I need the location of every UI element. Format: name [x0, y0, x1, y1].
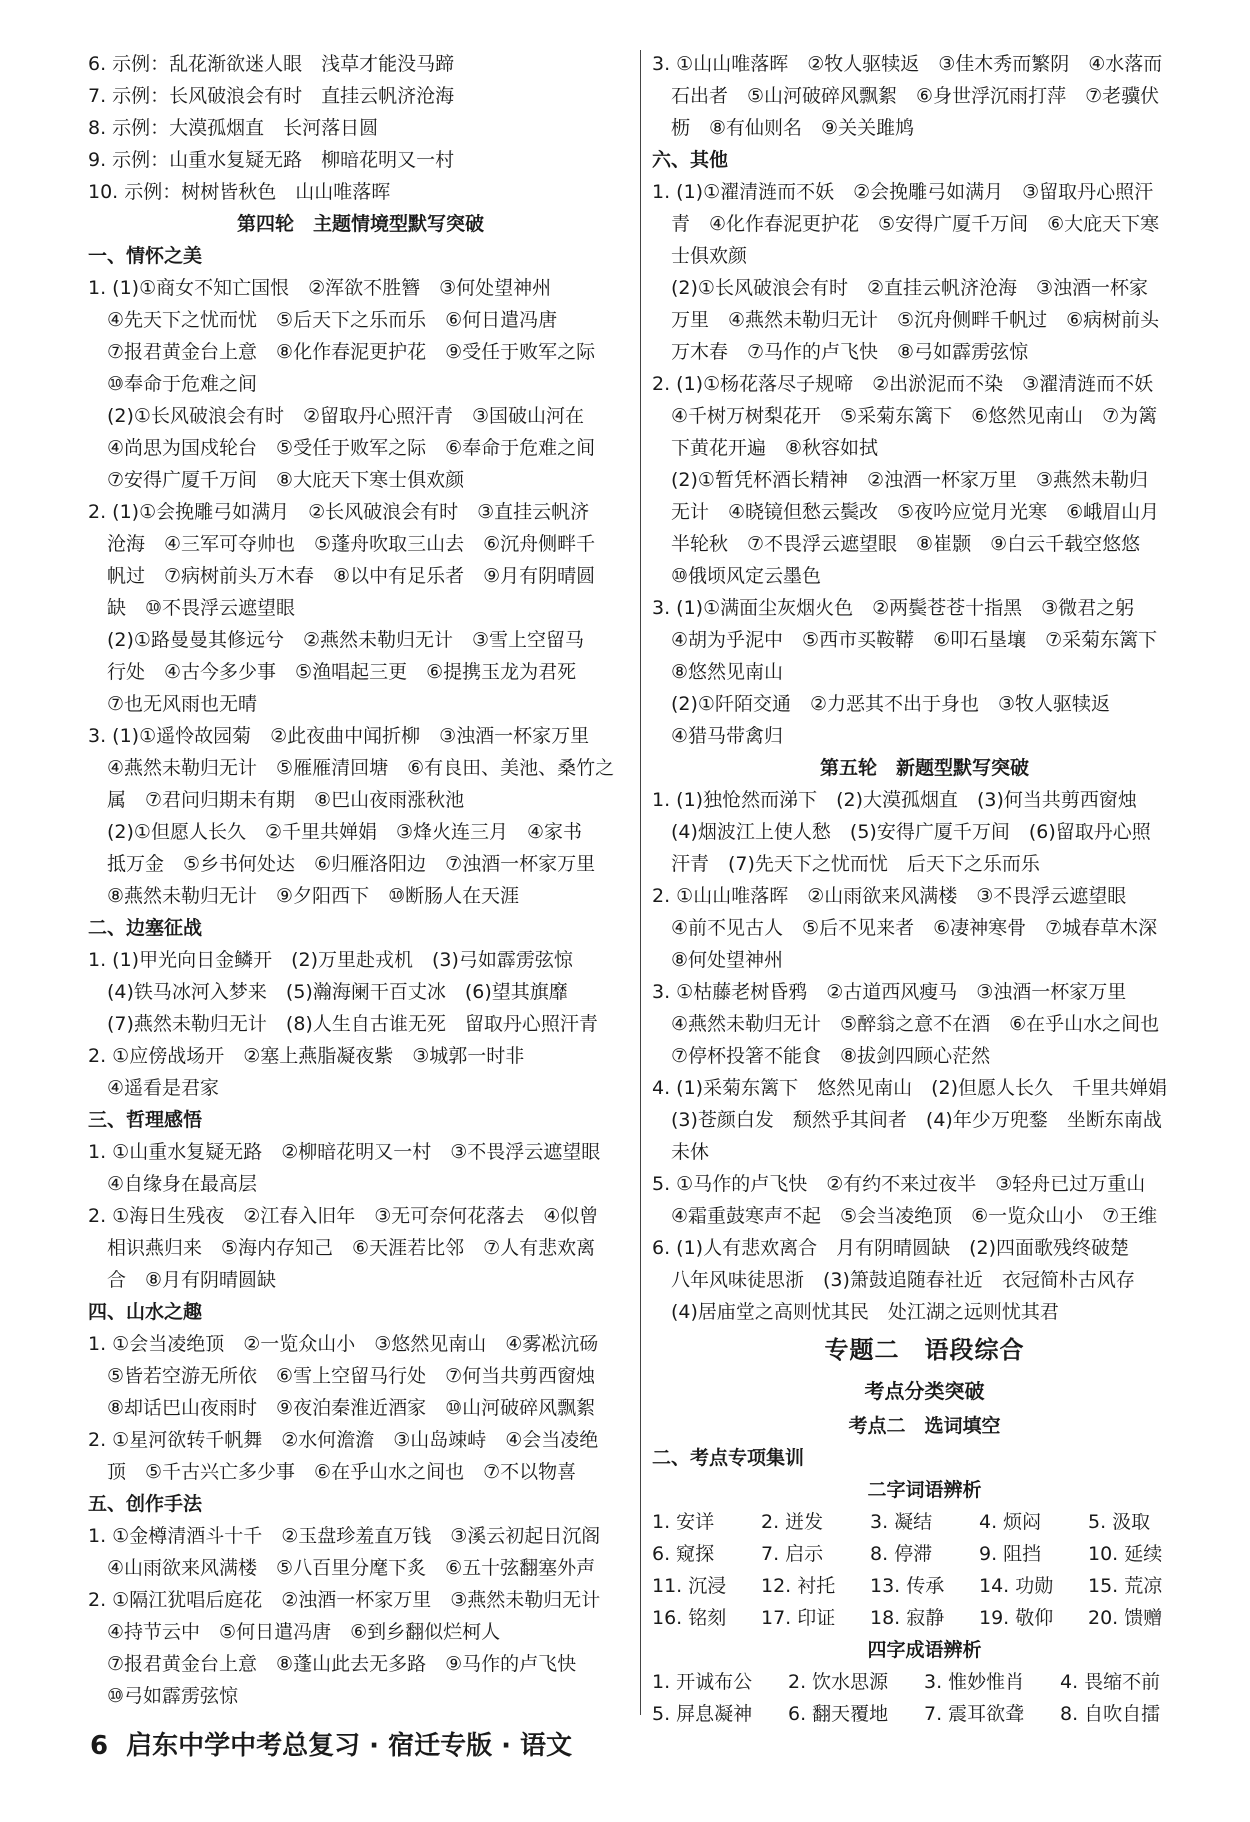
- answer-cell: 5. 汲取: [1088, 1511, 1151, 1533]
- answer-line: (4)居庙堂之高则忧其民 处江湖之远则忧其君: [652, 1301, 1059, 1323]
- topic-title: 专题二 语段综合: [824, 1336, 1025, 1364]
- answer-cell: 4. 烦闷: [979, 1511, 1042, 1533]
- answer-line: 6. 示例：乱花渐欲迷人眼 浅草才能没马蹄: [88, 53, 455, 75]
- round-title: 第四轮 主题情境型默写突破: [236, 213, 484, 235]
- answer-line: (2)①路曼曼其修远兮 ②燕然未勒归无计 ③雪上空留马: [88, 629, 585, 651]
- answer-cell: 20. 馈赠: [1088, 1607, 1163, 1629]
- answer-line: 行处 ④古今多少事 ⑤渔唱起三更 ⑥提携玉龙为君死: [88, 661, 577, 683]
- answer-line: 10. 示例：树树皆秋色 山山唯落晖: [88, 181, 391, 203]
- left-column: [88, 48, 633, 1712]
- answer-line: (2)①阡陌交通 ②力恶其不出于身也 ③牧人驱犊返: [652, 693, 1111, 715]
- answer-line: 相识燕归来 ⑤海内存知己 ⑥天涯若比邻 ⑦人有悲欢离: [88, 1237, 596, 1259]
- answer-row: [652, 1506, 1197, 1538]
- section-heading: 六、其他: [652, 149, 729, 171]
- answer-line: (2)①但愿人长久 ②千里共婵娟 ③烽火连三月 ④家书: [88, 821, 583, 843]
- answer-line: 9. 示例：山重水复疑无路 柳暗花明又一村: [88, 149, 455, 171]
- answer-cell: 3. 惟妙惟肖: [924, 1671, 1025, 1693]
- answer-line: 半轮秋 ⑦不畏浮云遮望眼 ⑧崔颢 ⑨白云千载空悠悠: [652, 533, 1141, 555]
- answer-line: 1. (1)甲光向日金鳞开 (2)万里赴戎机 (3)弓如霹雳弦惊: [88, 949, 573, 971]
- answer-cell: 6. 窥探: [652, 1543, 715, 1565]
- answer-line: ⑦报君黄金台上意 ⑧蓬山此去无多路 ⑨马作的卢飞快: [88, 1653, 577, 1675]
- answer-line: 2. (1)①会挽雕弓如满月 ②长风破浪会有时 ③直挂云帆济: [88, 501, 590, 523]
- answer-cell: 2. 迸发: [761, 1511, 824, 1533]
- answer-line: 万木春 ⑦马作的卢飞快 ⑧弓如霹雳弦惊: [652, 341, 1029, 363]
- kaodian-title: 考点二 选词填空: [848, 1415, 1001, 1437]
- answer-line: (4)烟波江上使人愁 (5)安得广厦千万间 (6)留取丹心照: [652, 821, 1151, 843]
- right-column: [652, 48, 1197, 1730]
- answer-row: [652, 1698, 1197, 1730]
- sizi-grid: [652, 1666, 1197, 1730]
- answer-row: [652, 1602, 1197, 1634]
- answer-line: ④先天下之忧而忧 ⑤后天下之乐而乐 ⑥何日遣冯唐: [88, 309, 558, 331]
- section-heading: 一、情怀之美: [88, 245, 203, 267]
- answer-line: 3. (1)①满面尘灰烟火色 ②两鬓苍苍十指黑 ③微君之躬: [652, 597, 1135, 619]
- answer-line: (2)①长风破浪会有时 ②直挂云帆济沧海 ③浊酒一杯家: [652, 277, 1149, 299]
- answer-cell: 8. 自吹自擂: [1060, 1703, 1161, 1725]
- answer-line: ④持节云中 ⑤何日遣冯唐 ⑥到乡翻似烂柯人: [88, 1621, 501, 1643]
- answer-cell: 17. 印证: [761, 1607, 836, 1629]
- answer-cell: 5. 屏息凝神: [652, 1703, 753, 1725]
- erzi-title: 二字词语辨析: [867, 1479, 982, 1501]
- answer-line: 2. ①隔江犹唱后庭花 ②浊酒一杯家万里 ③燕然未勒归无计: [88, 1589, 601, 1611]
- answer-line: 2. ①海日生残夜 ②江春入旧年 ③无可奈何花落去 ④似曾: [88, 1205, 599, 1227]
- subtopic-title: 考点分类突破: [864, 1379, 985, 1403]
- answer-line: ⑩奉命于危难之间: [88, 373, 258, 395]
- answer-line: 顶 ⑤千古兴亡多少事 ⑥在乎山水之间也 ⑦不以物喜: [88, 1461, 577, 1483]
- answer-line: 汗青 (7)先天下之忧而忧 后天下之乐而乐: [652, 853, 1040, 875]
- answer-line: ⑦安得广厦千万间 ⑧大庇天下寒士俱欢颜: [88, 469, 465, 491]
- answer-line: (7)燕然未勒归无计 (8)人生自古谁无死 留取丹心照汗青: [88, 1013, 598, 1035]
- answer-line: ④尚思为国戍轮台 ⑤受任于败军之际 ⑥奉命于危难之间: [88, 437, 596, 459]
- answer-line: 2. ①山山唯落晖 ②山雨欲来风满楼 ③不畏浮云遮望眼: [652, 885, 1127, 907]
- sizi-title: 四字成语辨析: [867, 1639, 982, 1661]
- answer-line: 青 ④化作春泥更护花 ⑤安得广厦千万间 ⑥大庇天下寒: [652, 213, 1160, 235]
- answer-line: 石出者 ⑤山河破碎风飘絮 ⑥身世浮沉雨打萍 ⑦老骥伏: [652, 85, 1160, 107]
- answer-line: ④自缘身在最高层: [88, 1173, 258, 1195]
- answer-line: 3. (1)①遥怜故园菊 ②此夜曲中闻折柳 ③浊酒一杯家万里: [88, 725, 590, 747]
- answer-cell: 8. 停滞: [870, 1543, 933, 1565]
- answer-line: ⑧却话巴山夜雨时 ⑨夜泊秦淮近酒家 ⑩山河破碎风飘絮: [88, 1397, 596, 1419]
- answer-cell: 16. 铭刻: [652, 1607, 727, 1629]
- answer-cell: 11. 沉浸: [652, 1575, 727, 1597]
- answer-cell: 14. 功勋: [979, 1575, 1054, 1597]
- round-title: 第五轮 新题型默写突破: [819, 757, 1029, 779]
- answer-line: (3)苍颜白发 颓然乎其间者 (4)年少万兜鍪 坐断东南战: [652, 1109, 1162, 1131]
- answer-line: 帆过 ⑦病树前头万木春 ⑧以中有足乐者 ⑨月有阴晴圆: [88, 565, 596, 587]
- answer-line: 1. (1)独怆然而涕下 (2)大漠孤烟直 (3)何当共剪西窗烛: [652, 789, 1137, 811]
- answer-line: ④胡为乎泥中 ⑤西市买鞍鞯 ⑥叩石垦壤 ⑦采菊东篱下: [652, 629, 1158, 651]
- answer-line: ④千树万树梨花开 ⑤采菊东篱下 ⑥悠然见南山 ⑦为篱: [652, 405, 1158, 427]
- answer-cell: 7. 启示: [761, 1543, 824, 1565]
- answer-line: ⑦也无风雨也无晴: [88, 693, 258, 715]
- answer-line: ④霜重鼓寒声不起 ⑤会当凌绝顶 ⑥一览众山小 ⑦王维: [652, 1205, 1158, 1227]
- answer-line: (2)①长风破浪会有时 ②留取丹心照汗青 ③国破山河在: [88, 405, 585, 427]
- book-title: 启东中学中考总复习 · 宿迁专版 · 语文: [126, 1731, 573, 1761]
- right-column-lines: [652, 48, 1197, 1328]
- answer-line: ④燕然未勒归无计 ⑤醉翁之意不在酒 ⑥在乎山水之间也: [652, 1013, 1160, 1035]
- answer-line: 合 ⑧月有阴晴圆缺: [88, 1269, 277, 1291]
- answer-line: 1. (1)①濯清涟而不妖 ②会挽雕弓如满月 ③留取丹心照汗: [652, 181, 1154, 203]
- answer-line: 沧海 ④三军可夺帅也 ⑤蓬舟吹取三山去 ⑥沉舟侧畔千: [88, 533, 596, 555]
- answer-line: 无计 ④晓镜但愁云鬓改 ⑤夜吟应觉月光寒 ⑥峨眉山月: [652, 501, 1160, 523]
- answer-line: ⑧何处望神州: [652, 949, 784, 971]
- answer-line: ⑦报君黄金台上意 ⑧化作春泥更护花 ⑨受任于败军之际: [88, 341, 596, 363]
- answer-cell: 9. 阻挡: [979, 1543, 1042, 1565]
- answer-line: ⑧燕然未勒归无计 ⑨夕阳西下 ⑩断肠人在天涯: [88, 885, 520, 907]
- answer-line: ⑧悠然见南山: [652, 661, 784, 683]
- answer-cell: 1. 开诚布公: [652, 1671, 753, 1693]
- answer-line: 缺 ⑩不畏浮云遮望眼: [88, 597, 296, 619]
- page-number: 6: [90, 1731, 109, 1761]
- answer-line: ⑩弓如霹雳弦惊: [88, 1685, 239, 1707]
- answer-line: 1. ①山重水复疑无路 ②柳暗花明又一村 ③不畏浮云遮望眼: [88, 1141, 601, 1163]
- section-heading: 四、山水之趣: [88, 1301, 203, 1323]
- answer-cell: 6. 翻天覆地: [788, 1703, 889, 1725]
- answer-cell: 1. 安详: [652, 1511, 715, 1533]
- answer-line: 6. (1)人有悲欢离合 月有阴晴圆缺 (2)四面歌残终破楚: [652, 1237, 1129, 1259]
- answer-cell: 2. 饮水思源: [788, 1671, 889, 1693]
- page-footer: [90, 1728, 572, 1764]
- answer-line: ⑦停杯投箸不能食 ⑧拔剑四顾心茫然: [652, 1045, 991, 1067]
- answer-cell: 12. 衬托: [761, 1575, 836, 1597]
- answer-line: ④山雨欲来风满楼 ⑤八百里分麾下炙 ⑥五十弦翻塞外声: [88, 1557, 596, 1579]
- answer-cell: 7. 震耳欲聋: [924, 1703, 1025, 1725]
- answer-line: ⑩俄顷风定云墨色: [652, 565, 822, 587]
- answer-row: [652, 1570, 1197, 1602]
- answer-cell: 18. 寂静: [870, 1607, 945, 1629]
- answer-line: 万里 ④燕然未勒归无计 ⑤沉舟侧畔千帆过 ⑥病树前头: [652, 309, 1160, 331]
- answer-row: [652, 1538, 1197, 1570]
- section-heading: 五、创作手法: [88, 1493, 203, 1515]
- answer-line: ④燕然未勒归无计 ⑤雁雁清回塘 ⑥有良田、美池、桑竹之: [88, 757, 615, 779]
- answer-line: 3. ①山山唯落晖 ②牧人驱犊返 ③佳木秀而繁阴 ④水落而: [652, 53, 1163, 75]
- jixun-heading: 二、考点专项集训: [652, 1447, 805, 1469]
- answer-line: 1. ①金樽清酒斗十千 ②玉盘珍羞直万钱 ③溪云初起日沉阁: [88, 1525, 601, 1547]
- column-divider: [640, 50, 641, 1715]
- answer-cell: 10. 延续: [1088, 1543, 1163, 1565]
- answer-line: 1. (1)①商女不知亡国恨 ②浑欲不胜簪 ③何处望神州: [88, 277, 552, 299]
- answer-line: 属 ⑦君问归期未有期 ⑧巴山夜雨涨秋池: [88, 789, 465, 811]
- answer-cell: 3. 凝结: [870, 1511, 933, 1533]
- answer-line: (2)①暂凭杯酒长精神 ②浊酒一杯家万里 ③燕然未勒归: [652, 469, 1149, 491]
- answer-line: 3. ①枯藤老树昏鸦 ②古道西风瘦马 ③浊酒一杯家万里: [652, 981, 1127, 1003]
- section-heading: 三、哲理感悟: [88, 1109, 203, 1131]
- section-heading: 二、边塞征战: [88, 917, 203, 939]
- answer-line: 未休: [652, 1141, 710, 1163]
- answer-line: 枥 ⑧有仙则名 ⑨关关雎鸠: [652, 117, 915, 139]
- answer-line: ④前不见古人 ⑤后不见来者 ⑥凄神寒骨 ⑦城春草木深: [652, 917, 1158, 939]
- answer-cell: 15. 荒凉: [1088, 1575, 1163, 1597]
- answer-line: ④猎马带禽归: [652, 725, 784, 747]
- answer-line: ④遥看是君家: [88, 1077, 220, 1099]
- answer-cell: 19. 敬仰: [979, 1607, 1054, 1629]
- erzi-grid: [652, 1506, 1197, 1634]
- answer-line: 7. 示例：长风破浪会有时 直挂云帆济沧海: [88, 85, 455, 107]
- answer-line: 抵万金 ⑤乡书何处达 ⑥归雁洛阳边 ⑦浊酒一杯家万里: [88, 853, 596, 875]
- answer-cell: 4. 畏缩不前: [1060, 1671, 1161, 1693]
- answer-line: 2. ①星河欲转千帆舞 ②水何澹澹 ③山岛竦峙 ④会当凌绝: [88, 1429, 599, 1451]
- answer-cell: 13. 传承: [870, 1575, 945, 1597]
- answer-line: 八年风味徒思浙 (3)箫鼓追随春社近 衣冠简朴古风存: [652, 1269, 1135, 1291]
- answer-line: 下黄花开遍 ⑧秋容如拭: [652, 437, 879, 459]
- answer-line: 8. 示例：大漠孤烟直 长河落日圆: [88, 117, 379, 139]
- answer-line: ⑤皆若空游无所依 ⑥雪上空留马行处 ⑦何当共剪西窗烛: [88, 1365, 596, 1387]
- answer-line: 士俱欢颜: [652, 245, 748, 267]
- answer-row: [652, 1666, 1197, 1698]
- answer-line: 5. ①马作的卢飞快 ②有约不来过夜半 ③轻舟已过万重山: [652, 1173, 1146, 1195]
- answer-line: 4. (1)采菊东篱下 悠然见南山 (2)但愿人长久 千里共婵娟: [652, 1077, 1167, 1099]
- answer-line: 2. (1)①杨花落尽子规啼 ②出淤泥而不染 ③濯清涟而不妖: [652, 373, 1154, 395]
- answer-line: (4)铁马冰河入梦来 (5)瀚海阑干百丈冰 (6)望其旗靡: [88, 981, 568, 1003]
- answer-line: 2. ①应傍战场开 ②塞上燕脂凝夜紫 ③城郭一时非: [88, 1045, 525, 1067]
- answer-line: 1. ①会当凌绝顶 ②一览众山小 ③悠然见南山 ④雾凇沆砀: [88, 1333, 599, 1355]
